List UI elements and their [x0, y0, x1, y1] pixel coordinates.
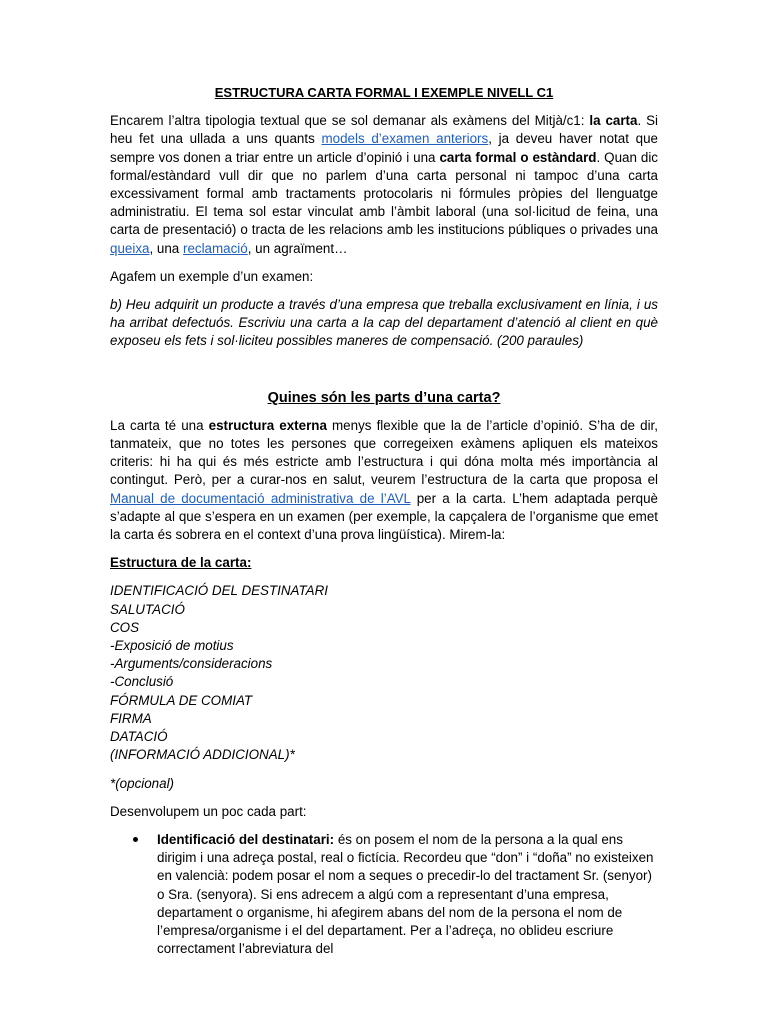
- example-intro: Agafem un exemple d’un examen:: [110, 268, 314, 284]
- structure-item: (INFORMACIÓ ADDICIONAL)*: [110, 747, 295, 763]
- structure-item: COS: [110, 619, 140, 635]
- structure-heading: Estructura de la carta:: [110, 555, 252, 571]
- link-reclamacio[interactable]: reclamació: [182, 240, 248, 256]
- structure-item: -Exposició de motius: [110, 638, 234, 654]
- parts-text-1: La carta té una: [110, 417, 209, 433]
- intro-bold-carta-formal: carta formal o estàndard: [439, 149, 597, 165]
- parts-bold-estructura: estructura externa: [208, 417, 327, 433]
- bullet-text: és on posem el nom de la persona a la qual ens dirigim i una adreça postal, real o fictícia. Recordeu que “don” i “doña” no existeixen en valencià: podem posar el nom a seques o precedir-lo del tractament Sr. (senyor) o Sra. (senyora). Si ens adrecem a algú com a representant d’una empresa, departament o organisme, hi afegirem abans del nom de la persona el nom de l’empresa/organisme i el del departament. Per a l’adreça, no oblideu escriure correctament l’abreviatura del: [157, 831, 654, 957]
- structure-item: FÓRMULA DE COMIAT: [110, 692, 253, 708]
- bullet-dot-icon: [133, 837, 138, 842]
- document-title: ESTRUCTURA CARTA FORMAL I EXEMPLE NIVELL C1: [214, 85, 554, 100]
- parts-paragraph: [110, 417, 658, 544]
- parts-text-2: menys flexible que la de l’article d’opinió. S’ha de dir, tanmateix, que no totes les persones que corregeixen exàmens apliquen els mateixos criteris: hi ha qui és més estricte amb l’estructura i qui dóna molta més importància al contingut. Però, per a curar-nos en salut, veurem l’estructura de la carta que proposa el: [110, 417, 658, 488]
- bullet-identificacio: [110, 831, 658, 958]
- structure-item: IDENTIFICACIÓ DEL DESTINATARI: [110, 583, 328, 599]
- intro-paragraph: [110, 112, 658, 258]
- section-title: Quines són les parts d’una carta?: [267, 389, 501, 406]
- intro-text-6: , un agraïment…: [247, 240, 348, 256]
- structure-item: SALUTACIÓ: [110, 601, 185, 617]
- structure-item: -Conclusió: [110, 674, 174, 690]
- intro-bold-carta: la carta: [589, 113, 638, 129]
- intro-text-1: Encarem l’altra tipologia textual que se sol demanar als exàmens del Mitjà/c1:: [110, 113, 590, 129]
- exam-prompt: b) Heu adquirit un producte a través d’una empresa que treballa exclusivament en línia, i us ha arribat defectuós. Escriviu una carta a la cap del departament d’atenció al client en què exposeu els fets i sol·liciteu possibles maneres de compensació. (200 paraules): [110, 297, 658, 349]
- structure-list: [110, 582, 658, 764]
- link-models-examen[interactable]: models d’examen anteriors: [321, 131, 489, 147]
- develop-intro: Desenvolupem un poc cada part:: [110, 803, 307, 819]
- link-queixa[interactable]: queixa: [110, 240, 150, 256]
- structure-item: FIRMA: [110, 710, 152, 726]
- structure-item: -Arguments/consideracions: [110, 656, 273, 672]
- structure-item: DATACIÓ: [110, 729, 168, 745]
- intro-text-4: . Quan dic formal/estàndard vull dir que no parlem d’una carta personal ni tampoc d’una carta excessivament formal amb tractaments protocolaris ni fórmules pròpies del llenguatge administratiu. El tema sol estar vinculat amb l’àmbit laboral (una sol·licitud de feina, una carta de presentació) o tracta de les relacions amb les institucions públiques o privades una: [110, 149, 658, 238]
- parts-text-3: per a la carta. L’hem adaptada perquè s’adapte al que s’espera en un examen (per exemple, la capçalera de l’organisme que emet la carta és sobrera en el context d’una prova lingüística). Mirem-la:: [110, 490, 658, 543]
- intro-text-5: , una: [149, 240, 183, 256]
- intro-text-2: . Si heu fet una ullada a uns quants: [110, 113, 658, 147]
- intro-text-3: , ja deveu haver notat que sempre vos donen a triar entre un article d’opinió i una: [110, 131, 658, 165]
- link-manual-avl[interactable]: Manual de documentació administrativa de l’AVL: [110, 490, 411, 506]
- bullet-label: Identificació del destinatari:: [157, 831, 335, 847]
- document-body: [110, 84, 658, 958]
- parts-bullet-list: [110, 831, 658, 958]
- optional-note: *(opcional): [110, 775, 175, 791]
